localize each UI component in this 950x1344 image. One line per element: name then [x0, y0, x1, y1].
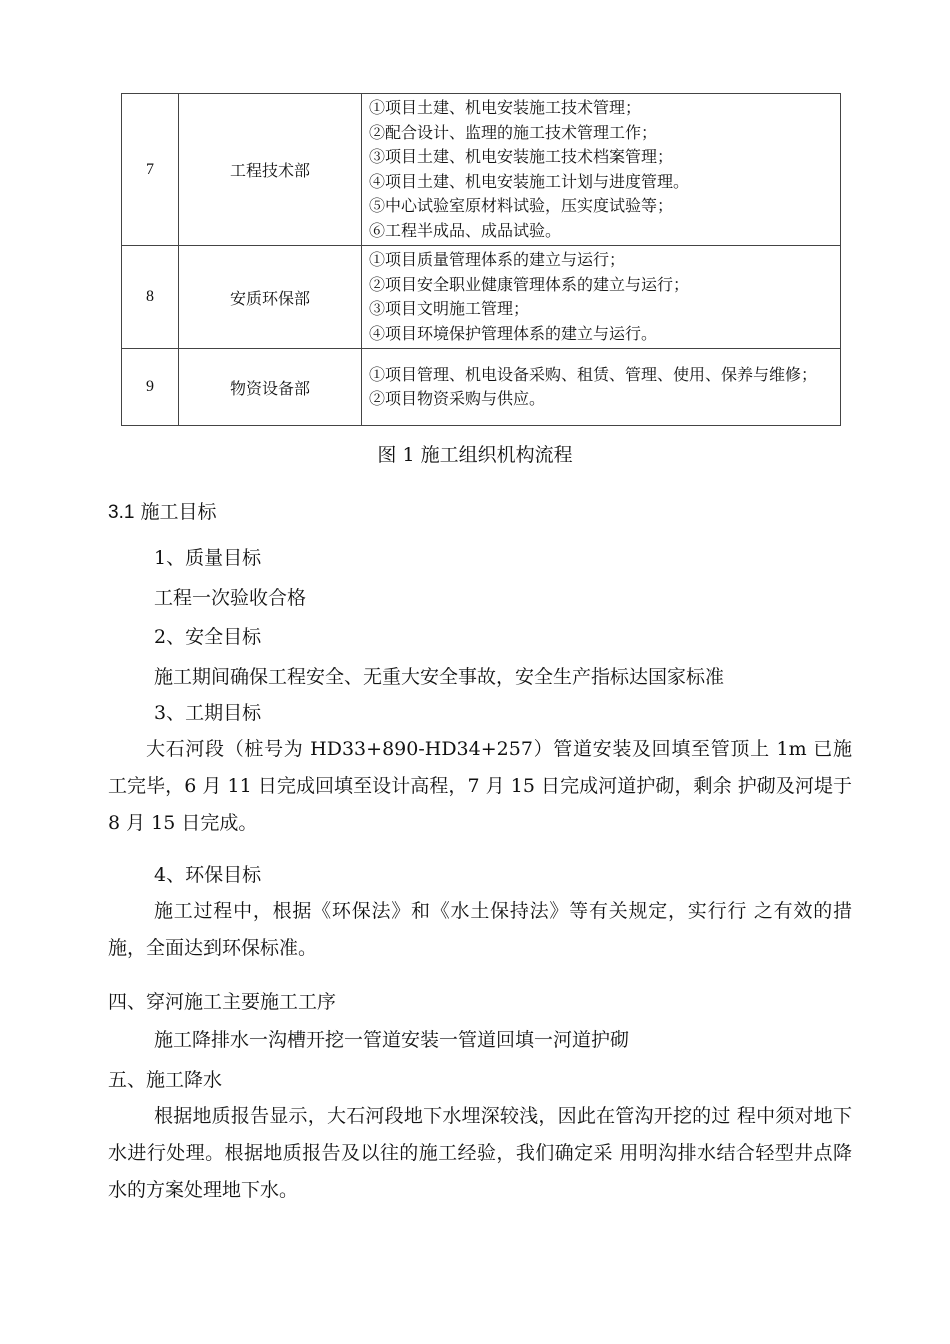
duty-item: ①项目土建、机电安装施工技术管理； [369, 98, 642, 117]
duty-item: ②项目安全职业健康管理体系的建立与运行； [369, 274, 690, 294]
subheading-safety: 2、安全目标 [154, 626, 262, 648]
safety-text: 施工期间确保工程安全、无重大安全事故，安全生产指标达国家标准 [154, 666, 725, 688]
quality-text: 工程一次验收合格 [154, 587, 307, 609]
subheading-quality: 1、质量目标 [154, 547, 262, 569]
subheading-schedule: 3、工期目标 [154, 702, 262, 724]
duty-item: ③项目土建、机电安装施工技术档案管理； [369, 147, 674, 166]
table-row [122, 246, 841, 349]
duty-item: ④项目环境保护管理体系的建立与运行。 [369, 323, 658, 343]
row-number: 9 [122, 349, 179, 426]
department-name: 安质环保部 [179, 246, 362, 349]
section-heading: 五、施工降水 [108, 1069, 223, 1091]
department-duties [362, 246, 841, 349]
section-heading [108, 497, 216, 524]
duty-item: ③项目文明施工管理； [369, 299, 530, 318]
duty-item: ①项目管理、机电设备采购、租赁、管理、使用、保养与维修； [369, 364, 818, 384]
dewatering-text: 根据地质报告显示，大石河段地下水埋深较浅，因此在管沟开挖的过 程中须对地下水进行处理。根据地质报告及以往的施工经验，我们确定采 用明沟排水结合轻型井点降水的方案处理地下水。 [108, 1105, 852, 1201]
department-duties [362, 349, 841, 426]
row-number: 7 [122, 94, 179, 246]
duty-item: ②项目物资采购与供应。 [369, 389, 546, 408]
duty-item: ⑤中心试验室原材料试验，压实度试验等； [369, 196, 674, 215]
subheading-environment: 4、环保目标 [154, 864, 262, 886]
duty-item: ④项目土建、机电安装施工计划与进度管理。 [369, 171, 690, 191]
duty-item: ⑥工程半成品、成品试验。 [369, 220, 562, 240]
department-name: 物资设备部 [179, 349, 362, 426]
section-heading: 四、穿河施工主要施工工序 [108, 991, 337, 1013]
department-duties [362, 94, 841, 246]
process-sequence-text: 施工降排水一沟槽开挖一管道安装一管道回填一河道护砌 [154, 1029, 630, 1051]
table-row [122, 94, 841, 246]
duty-item: ②配合设计、监理的施工技术管理工作； [369, 122, 658, 142]
table-row [122, 349, 841, 426]
figure-caption: 图 1 施工组织机构流程 [377, 444, 573, 466]
row-number: 8 [122, 246, 179, 349]
section-number: 3.1 [108, 502, 135, 523]
environment-text: 施工过程中，根据《环保法》和《水土保持法》等有关规定，实行行 之有效的措施，全面达到环保标准。 [108, 900, 852, 959]
schedule-text: 大石河段（桩号为 HD33+890-HD34+257）管道安装及回填至管顶上 1m 已施工完毕，6 月 11 日完成回填至设计高程，7 月 15 日完成河道护砌，剩余 护砌及河堤于 8 月 15 日完成。 [108, 738, 852, 834]
department-name: 工程技术部 [179, 94, 362, 246]
duty-item: ①项目质量管理体系的建立与运行； [369, 250, 626, 269]
organization-duties-table [121, 93, 841, 426]
section-title: 施工目标 [140, 501, 217, 523]
